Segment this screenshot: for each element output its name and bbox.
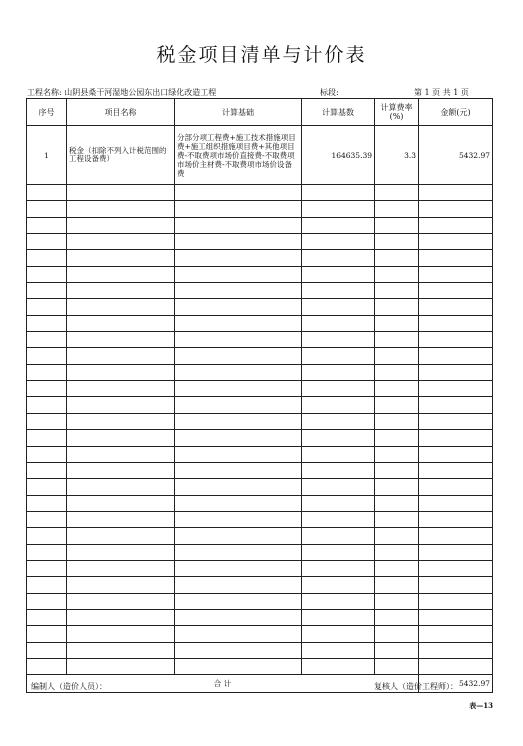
empty-cell bbox=[67, 234, 175, 250]
empty-cell bbox=[302, 626, 375, 642]
empty-cell bbox=[419, 217, 493, 233]
empty-cell bbox=[175, 234, 302, 250]
empty-cell bbox=[27, 560, 67, 576]
empty-table-row bbox=[27, 299, 493, 315]
empty-cell bbox=[175, 511, 302, 527]
empty-cell bbox=[419, 315, 493, 331]
empty-table-row bbox=[27, 234, 493, 250]
empty-cell bbox=[27, 462, 67, 478]
empty-cell bbox=[419, 462, 493, 478]
empty-cell bbox=[67, 201, 175, 217]
row-rate: 3.3 bbox=[375, 126, 419, 185]
empty-cell bbox=[67, 479, 175, 495]
empty-cell bbox=[419, 430, 493, 446]
empty-cell bbox=[27, 283, 67, 299]
empty-cell bbox=[27, 201, 67, 217]
empty-cell bbox=[175, 413, 302, 429]
empty-cell bbox=[375, 642, 419, 658]
empty-cell bbox=[27, 299, 67, 315]
empty-table-row bbox=[27, 332, 493, 348]
empty-cell bbox=[302, 234, 375, 250]
header-name: 项目名称 bbox=[67, 99, 175, 126]
empty-cell bbox=[67, 397, 175, 413]
empty-cell bbox=[67, 577, 175, 593]
empty-cell bbox=[302, 593, 375, 609]
empty-cell bbox=[419, 332, 493, 348]
empty-cell bbox=[375, 250, 419, 266]
empty-cell bbox=[67, 462, 175, 478]
empty-table-row bbox=[27, 462, 493, 478]
empty-cell bbox=[419, 479, 493, 495]
empty-table-row bbox=[27, 185, 493, 201]
empty-cell bbox=[419, 593, 493, 609]
empty-cell bbox=[67, 593, 175, 609]
empty-cell bbox=[302, 658, 375, 674]
empty-cell bbox=[175, 364, 302, 380]
empty-cell bbox=[67, 217, 175, 233]
empty-cell bbox=[302, 544, 375, 560]
empty-cell bbox=[419, 364, 493, 380]
empty-cell bbox=[67, 446, 175, 462]
page-indicator: 第 1 页 共 1 页 bbox=[414, 88, 469, 97]
empty-cell bbox=[375, 217, 419, 233]
empty-cell bbox=[419, 299, 493, 315]
empty-cell bbox=[27, 234, 67, 250]
empty-cell bbox=[302, 397, 375, 413]
empty-table-row bbox=[27, 560, 493, 576]
empty-table-row bbox=[27, 348, 493, 364]
empty-cell bbox=[375, 397, 419, 413]
empty-cell bbox=[419, 658, 493, 674]
empty-cell bbox=[419, 283, 493, 299]
empty-cell bbox=[302, 413, 375, 429]
empty-cell bbox=[175, 332, 302, 348]
empty-cell bbox=[302, 642, 375, 658]
empty-cell bbox=[375, 315, 419, 331]
empty-table-row bbox=[27, 430, 493, 446]
empty-cell bbox=[27, 413, 67, 429]
empty-cell bbox=[67, 430, 175, 446]
empty-cell bbox=[27, 658, 67, 674]
empty-cell bbox=[175, 462, 302, 478]
empty-cell bbox=[419, 528, 493, 544]
empty-cell bbox=[67, 560, 175, 576]
empty-cell bbox=[375, 495, 419, 511]
empty-cell bbox=[419, 250, 493, 266]
empty-cell bbox=[67, 266, 175, 282]
header-rate: 计算费率(%) bbox=[375, 99, 419, 126]
empty-cell bbox=[175, 658, 302, 674]
empty-table-row bbox=[27, 593, 493, 609]
empty-cell bbox=[175, 397, 302, 413]
empty-cell bbox=[175, 217, 302, 233]
empty-cell bbox=[27, 315, 67, 331]
empty-cell bbox=[175, 430, 302, 446]
empty-cell bbox=[27, 511, 67, 527]
empty-table-row bbox=[27, 642, 493, 658]
empty-table-row bbox=[27, 413, 493, 429]
empty-cell bbox=[419, 201, 493, 217]
empty-cell bbox=[419, 642, 493, 658]
empty-cell bbox=[419, 266, 493, 282]
empty-table-row bbox=[27, 283, 493, 299]
empty-cell bbox=[419, 511, 493, 527]
empty-cell bbox=[375, 528, 419, 544]
empty-cell bbox=[419, 609, 493, 625]
empty-cell bbox=[175, 495, 302, 511]
empty-cell bbox=[175, 479, 302, 495]
empty-cell bbox=[302, 609, 375, 625]
empty-cell bbox=[375, 234, 419, 250]
empty-cell bbox=[302, 266, 375, 282]
empty-cell bbox=[175, 544, 302, 560]
empty-table-row bbox=[27, 544, 493, 560]
empty-table-row bbox=[27, 266, 493, 282]
empty-cell bbox=[67, 348, 175, 364]
empty-cell bbox=[375, 511, 419, 527]
empty-cell bbox=[419, 397, 493, 413]
empty-cell bbox=[175, 626, 302, 642]
empty-cell bbox=[27, 397, 67, 413]
empty-cell bbox=[302, 315, 375, 331]
empty-table-row bbox=[27, 626, 493, 642]
empty-cell bbox=[175, 185, 302, 201]
empty-cell bbox=[27, 577, 67, 593]
empty-cell bbox=[67, 528, 175, 544]
empty-cell bbox=[27, 332, 67, 348]
empty-table-row bbox=[27, 217, 493, 233]
compiler-label: 编制人（造价人员）： bbox=[31, 682, 107, 691]
row-base-amount: 164635.39 bbox=[302, 126, 375, 185]
empty-cell bbox=[302, 479, 375, 495]
empty-cell bbox=[375, 185, 419, 201]
empty-cell bbox=[302, 446, 375, 462]
empty-cell bbox=[27, 528, 67, 544]
empty-cell bbox=[67, 413, 175, 429]
empty-table-row bbox=[27, 201, 493, 217]
empty-cell bbox=[419, 413, 493, 429]
table-header-row bbox=[27, 99, 493, 126]
empty-cell bbox=[375, 413, 419, 429]
empty-cell bbox=[175, 201, 302, 217]
empty-cell bbox=[302, 511, 375, 527]
empty-cell bbox=[175, 283, 302, 299]
empty-table-row bbox=[27, 528, 493, 544]
row-basis: 分部分项工程费+施工技术措施项目费+施工组织措施项目费+其他项目费-不取费项市场价直接费-不取费项市场价主材费-不取费项市场价设备费 bbox=[175, 126, 302, 185]
empty-cell bbox=[419, 348, 493, 364]
empty-cell bbox=[27, 593, 67, 609]
empty-cell bbox=[302, 283, 375, 299]
empty-cell bbox=[302, 381, 375, 397]
empty-cell bbox=[375, 544, 419, 560]
empty-table-row bbox=[27, 397, 493, 413]
empty-cell bbox=[27, 185, 67, 201]
empty-cell bbox=[175, 348, 302, 364]
empty-cell bbox=[375, 593, 419, 609]
total-label: 合 计 bbox=[27, 675, 419, 693]
empty-cell bbox=[67, 626, 175, 642]
empty-cell bbox=[375, 609, 419, 625]
empty-cell bbox=[302, 332, 375, 348]
empty-table-row bbox=[27, 446, 493, 462]
empty-cell bbox=[67, 315, 175, 331]
empty-table-row bbox=[27, 577, 493, 593]
header-idx: 序号 bbox=[27, 99, 67, 126]
empty-cell bbox=[67, 609, 175, 625]
empty-table-row bbox=[27, 381, 493, 397]
empty-cell bbox=[302, 430, 375, 446]
form-number: 表—13 bbox=[469, 701, 493, 710]
empty-cell bbox=[302, 217, 375, 233]
empty-table-row bbox=[27, 495, 493, 511]
empty-table-row bbox=[27, 250, 493, 266]
empty-cell bbox=[27, 642, 67, 658]
empty-cell bbox=[67, 544, 175, 560]
empty-cell bbox=[375, 430, 419, 446]
empty-cell bbox=[375, 332, 419, 348]
empty-cell bbox=[302, 462, 375, 478]
empty-cell bbox=[27, 266, 67, 282]
empty-cell bbox=[27, 348, 67, 364]
empty-cell bbox=[27, 364, 67, 380]
empty-cell bbox=[67, 299, 175, 315]
row-amount: 5432.97 bbox=[419, 126, 493, 185]
empty-cell bbox=[27, 495, 67, 511]
empty-cell bbox=[419, 495, 493, 511]
header-amount: 金额(元) bbox=[419, 99, 493, 126]
empty-cell bbox=[27, 479, 67, 495]
empty-cell bbox=[375, 266, 419, 282]
empty-cell bbox=[67, 332, 175, 348]
empty-cell bbox=[175, 609, 302, 625]
document-title: 税金项目清单与计价表 bbox=[156, 44, 367, 66]
empty-cell bbox=[375, 479, 419, 495]
empty-cell bbox=[67, 364, 175, 380]
empty-cell bbox=[375, 201, 419, 217]
empty-cell bbox=[27, 544, 67, 560]
empty-cell bbox=[175, 593, 302, 609]
empty-cell bbox=[302, 528, 375, 544]
table-row bbox=[27, 126, 493, 185]
empty-cell bbox=[419, 185, 493, 201]
empty-cell bbox=[419, 577, 493, 593]
empty-cell bbox=[375, 577, 419, 593]
empty-cell bbox=[375, 658, 419, 674]
empty-cell bbox=[175, 528, 302, 544]
empty-table-row bbox=[27, 364, 493, 380]
empty-cell bbox=[375, 299, 419, 315]
empty-cell bbox=[302, 201, 375, 217]
empty-cell bbox=[419, 446, 493, 462]
empty-cell bbox=[375, 626, 419, 642]
section-label: 标段: bbox=[320, 88, 339, 97]
empty-cell bbox=[175, 266, 302, 282]
empty-cell bbox=[67, 381, 175, 397]
empty-cell bbox=[175, 560, 302, 576]
row-name: 税金（扣除不列入计税范围的工程设备费） bbox=[67, 126, 175, 185]
empty-cell bbox=[175, 642, 302, 658]
row-idx: 1 bbox=[27, 126, 67, 185]
empty-cell bbox=[67, 250, 175, 266]
empty-cell bbox=[67, 185, 175, 201]
empty-cell bbox=[175, 299, 302, 315]
empty-cell bbox=[27, 446, 67, 462]
empty-cell bbox=[175, 577, 302, 593]
empty-cell bbox=[27, 609, 67, 625]
empty-cell bbox=[419, 544, 493, 560]
empty-cell bbox=[67, 283, 175, 299]
empty-table-row bbox=[27, 479, 493, 495]
empty-cell bbox=[419, 234, 493, 250]
empty-cell bbox=[302, 299, 375, 315]
empty-table-row bbox=[27, 658, 493, 674]
empty-table-row bbox=[27, 511, 493, 527]
reviewer-label: 复核人（造价工程师）： bbox=[374, 682, 458, 691]
empty-cell bbox=[175, 381, 302, 397]
empty-rows bbox=[27, 185, 493, 675]
empty-cell bbox=[67, 642, 175, 658]
empty-cell bbox=[302, 185, 375, 201]
empty-cell bbox=[375, 381, 419, 397]
empty-table-row bbox=[27, 609, 493, 625]
empty-cell bbox=[27, 626, 67, 642]
empty-cell bbox=[302, 250, 375, 266]
project-name: 工程名称: 山阴县桑干河湿地公园东出口绿化改造工程 bbox=[27, 88, 217, 97]
empty-cell bbox=[375, 364, 419, 380]
empty-cell bbox=[375, 446, 419, 462]
empty-cell bbox=[419, 560, 493, 576]
empty-cell bbox=[27, 250, 67, 266]
empty-cell bbox=[27, 217, 67, 233]
empty-cell bbox=[27, 381, 67, 397]
empty-cell bbox=[67, 511, 175, 527]
empty-cell bbox=[419, 626, 493, 642]
empty-cell bbox=[302, 577, 375, 593]
tax-item-table bbox=[26, 98, 493, 693]
empty-cell bbox=[302, 495, 375, 511]
total-amount: 5432.97 bbox=[419, 675, 493, 693]
empty-cell bbox=[27, 430, 67, 446]
empty-cell bbox=[175, 315, 302, 331]
empty-cell bbox=[67, 658, 175, 674]
empty-cell bbox=[375, 462, 419, 478]
empty-cell bbox=[375, 348, 419, 364]
empty-cell bbox=[302, 364, 375, 380]
header-basis: 计算基础 bbox=[175, 99, 302, 126]
empty-cell bbox=[302, 348, 375, 364]
empty-cell bbox=[175, 250, 302, 266]
empty-cell bbox=[67, 495, 175, 511]
empty-cell bbox=[175, 446, 302, 462]
empty-cell bbox=[375, 560, 419, 576]
empty-cell bbox=[302, 560, 375, 576]
header-base-amount: 计算基数 bbox=[302, 99, 375, 126]
empty-cell bbox=[375, 283, 419, 299]
empty-table-row bbox=[27, 315, 493, 331]
empty-cell bbox=[419, 381, 493, 397]
